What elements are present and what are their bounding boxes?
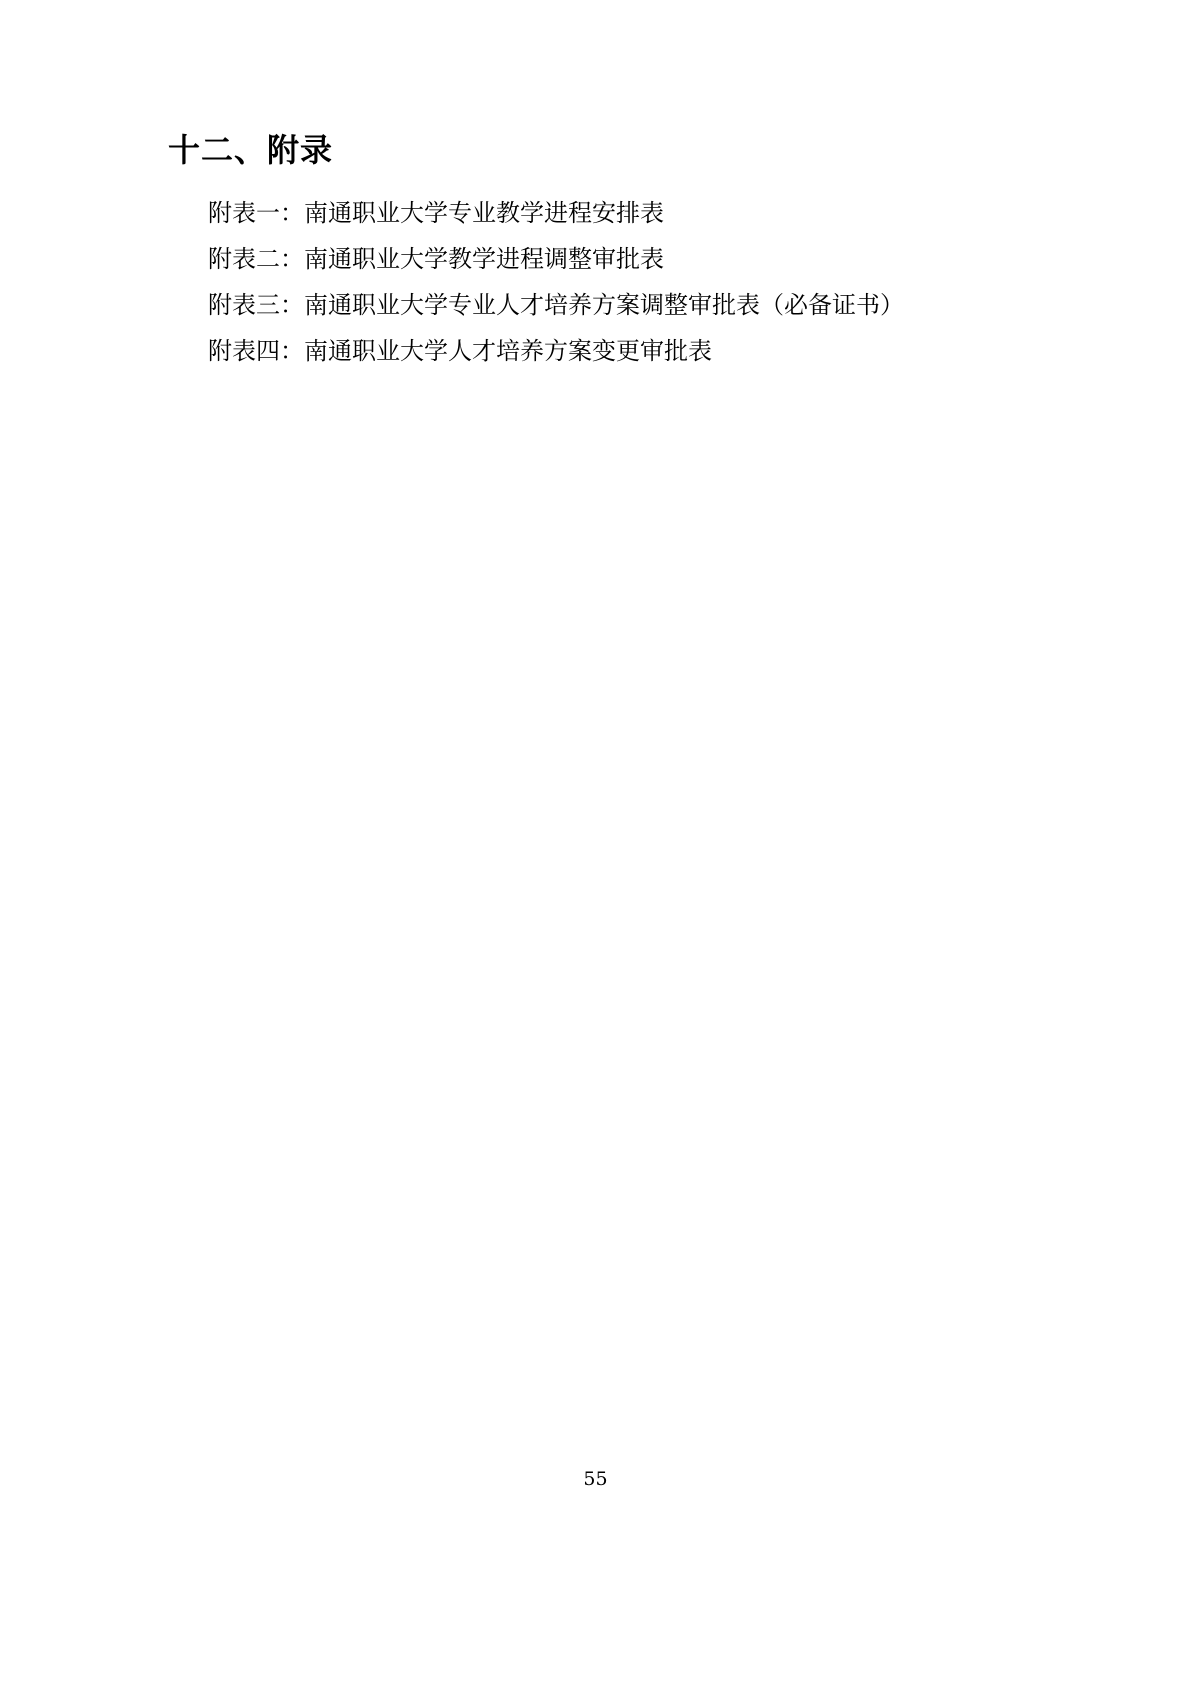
section-heading-appendix: 十二、附录 — [168, 131, 334, 169]
page-content — [168, 128, 1038, 374]
list-item: 附表三：南通职业大学专业人才培养方案调整审批表（必备证书） — [208, 291, 904, 319]
appendix-list — [168, 190, 1038, 374]
list-item: 附表四：南通职业大学人才培养方案变更审批表 — [208, 337, 712, 365]
list-item: 附表一：南通职业大学专业教学进程安排表 — [208, 199, 664, 227]
page-number: 55 — [583, 1468, 608, 1490]
list-item: 附表二：南通职业大学教学进程调整审批表 — [208, 245, 664, 273]
